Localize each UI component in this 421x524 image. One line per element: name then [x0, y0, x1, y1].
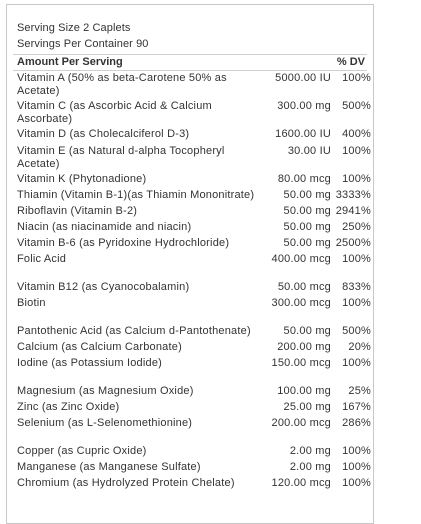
- nutrient-name: Copper (as Cupric Oxide): [17, 445, 147, 457]
- nutrient-amount: 2.00 mg: [289, 461, 331, 473]
- nutrient-dv: 3333%: [335, 189, 371, 201]
- nutrient-name: Vitamin A (50% as beta-Carotene 50% as Acetate): [17, 72, 227, 97]
- nutrient-name: Folic Acid: [17, 253, 67, 265]
- amount-per-serving-heading: Amount Per Serving: [17, 56, 123, 68]
- nutrient-amount: 25.00 mg: [283, 401, 331, 413]
- serving-size: Serving Size 2 Caplets: [17, 22, 131, 34]
- nutrient-amount: 50.00 mg: [283, 237, 331, 249]
- nutrient-dv: 100%: [342, 477, 371, 489]
- nutrient-amount: 50.00 mg: [283, 325, 331, 337]
- nutrient-amount: 50.00 mcg: [277, 281, 331, 293]
- nutrient-name: Magnesium (as Magnesium Oxide): [17, 385, 194, 397]
- nutrient-amount: 400.00 mcg: [271, 253, 331, 265]
- nutrient-amount: 5000.00 IU: [275, 72, 331, 84]
- nutrient-amount: 1600.00 IU: [275, 128, 331, 140]
- nutrient-name: Calcium (as Calcium Carbonate): [17, 341, 182, 353]
- nutrient-amount: 150.00 mcg: [271, 357, 331, 369]
- nutrient-name: Vitamin C (as Ascorbic Acid & Calcium Ascorbate): [17, 100, 212, 125]
- nutrient-amount: 50.00 mg: [283, 189, 331, 201]
- nutrient-amount: 120.00 mcg: [271, 477, 331, 489]
- percent-dv-heading: % DV: [336, 56, 365, 68]
- nutrient-dv: 100%: [342, 357, 371, 369]
- divider: [13, 70, 367, 71]
- nutrient-amount: 80.00 mcg: [277, 173, 331, 185]
- nutrient-name: Selenium (as L-Selenomethionine): [17, 417, 193, 429]
- nutrient-dv: 25%: [348, 385, 371, 397]
- nutrient-dv: 100%: [342, 445, 371, 457]
- nutrient-name: Thiamin (Vitamin B-1)(as Thiamin Mononitrate): [17, 189, 255, 201]
- nutrient-dv: 400%: [342, 128, 371, 140]
- nutrient-name: Chromium (as Hydrolyzed Protein Chelate): [17, 477, 235, 489]
- nutrient-dv: 100%: [342, 173, 371, 185]
- nutrient-name: Vitamin E (as Natural d-alpha Tocopheryl Acetate): [17, 145, 225, 170]
- nutrient-dv: 2500%: [335, 237, 371, 249]
- nutrient-dv: 100%: [342, 253, 371, 265]
- nutrient-amount: 300.00 mcg: [271, 297, 331, 309]
- nutrient-dv: 100%: [342, 145, 371, 157]
- nutrient-name: Niacin (as niacinamide and niacin): [17, 221, 192, 233]
- nutrient-amount: 100.00 mg: [277, 385, 331, 397]
- nutrient-dv: 100%: [342, 72, 371, 84]
- nutrient-amount: 50.00 mg: [283, 205, 331, 217]
- nutrient-amount: 30.00 IU: [287, 145, 331, 157]
- nutrient-name: Iodine (as Potassium Iodide): [17, 357, 163, 369]
- nutrient-dv: 100%: [342, 461, 371, 473]
- nutrient-amount: 200.00 mg: [277, 341, 331, 353]
- nutrient-dv: 20%: [348, 341, 371, 353]
- nutrient-dv: 500%: [342, 325, 371, 337]
- nutrient-amount: 50.00 mg: [283, 221, 331, 233]
- nutrient-dv: 500%: [342, 100, 371, 112]
- nutrient-dv: 833%: [342, 281, 371, 293]
- nutrient-name: Pantothenic Acid (as Calcium d-Pantothenate): [17, 325, 251, 337]
- divider: [13, 54, 367, 55]
- nutrient-name: Vitamin K (Phytonadione): [17, 173, 147, 185]
- nutrient-amount: 2.00 mg: [289, 445, 331, 457]
- nutrient-amount: 200.00 mcg: [271, 417, 331, 429]
- nutrient-name: Vitamin B12 (as Cyanocobalamin): [17, 281, 190, 293]
- nutrient-name: Manganese (as Manganese Sulfate): [17, 461, 201, 473]
- nutrient-dv: 250%: [342, 221, 371, 233]
- nutrient-dv: 167%: [342, 401, 371, 413]
- nutrient-dv: 100%: [342, 297, 371, 309]
- nutrient-name: Riboflavin (Vitamin B-2): [17, 205, 138, 217]
- nutrient-name: Zinc (as Zinc Oxide): [17, 401, 120, 413]
- nutrient-name: Vitamin D (as Cholecalciferol D-3): [17, 128, 190, 140]
- nutrient-name: Vitamin B-6 (as Pyridoxine Hydrochloride): [17, 237, 230, 249]
- nutrient-name: Biotin: [17, 297, 46, 309]
- servings-per-container: Servings Per Container 90: [17, 38, 149, 50]
- nutrient-dv: 2941%: [335, 205, 371, 217]
- nutrient-amount: 300.00 mg: [277, 100, 331, 112]
- supplement-facts-panel: [6, 4, 374, 524]
- nutrient-dv: 286%: [342, 417, 371, 429]
